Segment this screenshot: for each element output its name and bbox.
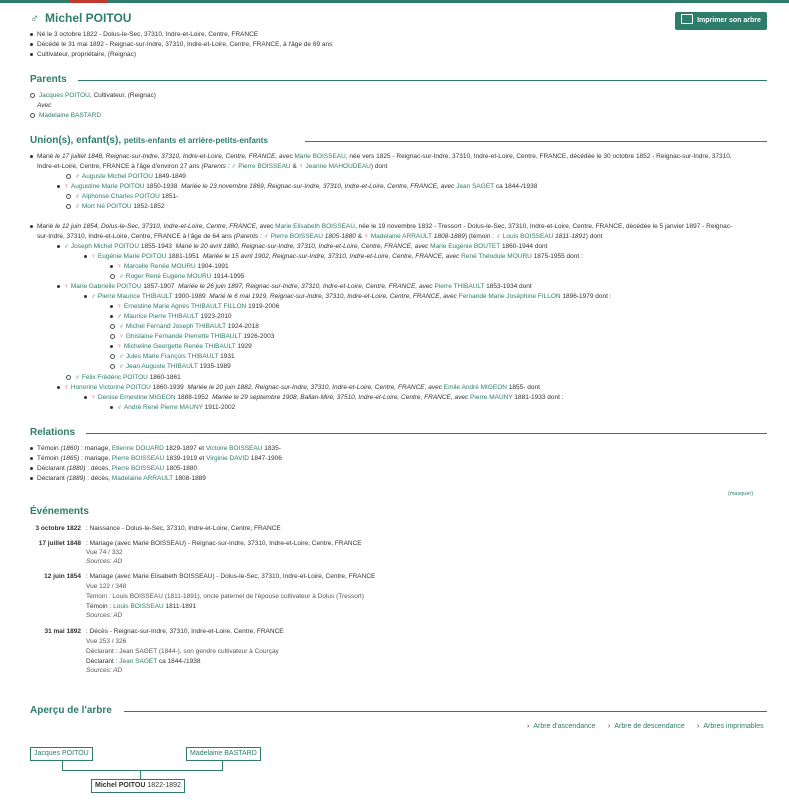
spouse1-father-link[interactable]: Pierre BOISSEAU	[238, 163, 291, 170]
event-vue: Vue 122 / 348	[86, 583, 127, 590]
event-text: : Décès - Reignac-sur-Indre, 37310, Indre-et-Loire, Centre, FRANCE	[86, 628, 284, 635]
desc-link[interactable]: Roger René Eugène MOURU	[125, 273, 212, 280]
desc-link[interactable]: Jules Marie François THIBAULT	[125, 353, 219, 360]
desc-spouse-link[interactable]: Pierre THIBAULT	[434, 283, 485, 290]
relation-link[interactable]: Virginie DAVID	[206, 455, 249, 462]
unions-heading: Union(s), enfant(s), petits-enfants et arrière-petits-enfants	[30, 135, 268, 146]
chevron-right-icon: ›	[697, 723, 700, 730]
spouse2-father-link[interactable]: Pierre BOISSEAU	[270, 233, 323, 240]
tree-father[interactable]: Jacques POITOU	[30, 747, 93, 761]
child-link[interactable]: Mort Né POITOU	[81, 203, 132, 210]
spouse2-link[interactable]: Marie Elisabeth BOISSEAU	[275, 223, 355, 230]
child-link[interactable]: Auguste Michel POITOU	[81, 173, 153, 180]
chevron-right-icon: ›	[527, 723, 530, 730]
desc-link[interactable]: Honorine Victorine POITOU	[70, 384, 151, 391]
print-label: Imprimer son arbre	[697, 17, 761, 24]
union2-line1: Marié le 12 juin 1854, Dolus-le-Sec, 37310, Indre-et-Loire, Centre, FRANCE, avec Marie Elisabeth BOISSEAU, née le 19 novembre 1832 - Tressort - Dolus-le-Sec, 37310, Indre-et-Loire, Centre, FRANCE, décédée le 5 janvier 1897 - Reignac-	[30, 222, 732, 232]
person-name: Michel POITOU	[45, 11, 132, 25]
desc-spouse-link[interactable]: Pierre MAUNY	[470, 394, 513, 401]
event-witness: Témoin : Louis BOISSEAU 1811-1891	[86, 603, 197, 610]
witness-link[interactable]: Louis BOISSEAU	[113, 603, 164, 610]
printer-icon	[681, 14, 693, 24]
hide-link[interactable]: (masquer)	[728, 491, 754, 497]
desc-link[interactable]: André René Pierre MAUNY	[123, 404, 203, 411]
print-tree-button[interactable]	[675, 12, 767, 30]
events-heading: Événements	[30, 506, 89, 517]
desc-link[interactable]: Marcelle Renée MOURU	[123, 263, 196, 270]
parents-heading: Parents	[30, 74, 67, 85]
child-row: ♂ Auguste Michel POITOU 1849-1849	[66, 172, 186, 182]
desc-row: ♂ Jean Auguste THIBAULT 1935-1989	[110, 362, 231, 372]
desc-link[interactable]: Michel Fernand Joseph THIBAULT	[125, 323, 226, 330]
witness-link[interactable]: Louis BOISSEAU	[502, 233, 554, 240]
desc-row: ♂ André René Pierre MAUNY 1911-2002	[110, 403, 235, 413]
event-date: 3 octobre 1822	[35, 525, 81, 532]
parent-father: Jacques POITOU, Cultivateur, (Reignac)	[30, 91, 156, 101]
male-icon: ♂	[30, 11, 39, 25]
event-date: 12 juin 1854	[44, 573, 81, 580]
desc-link[interactable]: Micheline Georgette Renée THIBAULT	[123, 343, 236, 350]
relation-row: Témoin (1860) : mariage, Etienne DOUARD 1829-1897 et Victoire BOISSEAU 1835-	[30, 444, 281, 454]
union1-line2: Indre-et-Loire, Centre, FRANCE à l'âge d'environ 27 ans (Parents : ♂ Pierre BOISSEAU & ♀ Jeanne MAHOUDEAU) dont	[37, 163, 388, 170]
event-source: Sources: AD	[86, 612, 123, 619]
desc-link[interactable]: Denise Ernestine MIGEON	[97, 394, 176, 401]
desc-row: ♀ Denise Ernestine MIGEON 1888-1952 Mariée le 29 septembre 1908, Ballan-Miré, 37510, Indre-et-Loire, Centre, FRANCE, avec Pierre MAUNY 1881-1933 dont :	[84, 393, 564, 403]
desc-spouse-link[interactable]: Emile André MIGEON	[443, 384, 507, 391]
event-vue: Vue 74 / 332	[86, 549, 123, 556]
tree-self: Michel POITOU 1822-1892	[91, 779, 185, 793]
divider	[86, 433, 767, 434]
event-note: Déclarant : Jean SAGET (1844-), son gendre cultivateur à Courçay	[86, 648, 279, 655]
event-text: : Mariage (avec Marie Elisabeth BOISSEAU) - Dolus-le-Sec, 37310, Indre-et-Loire, Centre, FRANCE	[86, 573, 376, 580]
divider	[305, 141, 767, 142]
desc-spouse-link[interactable]: Fernande Marie Joséphine FILLON	[458, 293, 561, 300]
desc-row: ♂ Joseph Michel POITOU 1855-1943 Marié le 20 avril 1880, Reignac-sur-Indre, 37310, Indre-et-Loire, Centre, FRANCE, avec Marie Eugénie BOUTET 1860-1944 dont	[57, 242, 547, 252]
desc-link[interactable]: Eugénie Marie POITOU	[97, 253, 167, 260]
event-text: : Naissance - Dolus-le-Sec, 37310, Indre-et-Loire, Centre, FRANCE	[86, 525, 281, 532]
desc-link[interactable]: Ernestine Marie Agnès THIBAULT FILLON	[123, 303, 247, 310]
tree-heading: Aperçu de l'arbre	[30, 705, 112, 716]
relation-row: Déclarant (1880) : décès, Pierre BOISSEAU 1805-1880	[30, 464, 197, 474]
desc-row: ♀ Eugénie Marie POITOU 1881-1951 Mariée le 15 avril 1902, Reignac-sur-Indre, 37310, Indre-et-Loire, Centre, FRANCE, avec René Théodule MOURU 1875-1955 dont :	[84, 252, 583, 262]
spouse1-link[interactable]: Marie BOISSEAU	[294, 153, 346, 160]
event-note: Temoin : Louis BOISSEAU (1811-1891), oncle paternel de l'épouse cultivateur à Dolus (Tressort)	[86, 593, 364, 600]
child-row: ♂ Mort Né POITOU 1852-1852	[66, 202, 165, 212]
event-vue: Vue 253 / 326	[86, 638, 127, 645]
top-bar-active	[70, 0, 108, 3]
desc-link[interactable]: Jean Auguste THIBAULT	[125, 363, 198, 370]
fact-birth: Né le 3 octobre 1822 - Dolus-le-Sec, 37310, Indre-et-Loire, Centre, FRANCE	[30, 30, 258, 40]
desc-row: ♀ Marcelle Renée MOURU 1904-1991	[110, 262, 229, 272]
fact-death: Décédé le 31 mai 1892 - Reignac-sur-Indre, 37310, Indre-et-Loire, Centre, FRANCE, à l'âge de 69 ans	[30, 40, 332, 50]
relation-link[interactable]: Pierre BOISSEAU	[111, 465, 165, 472]
desc-row: ♂ Félix Frédéric POITOU 1860-1861	[66, 373, 181, 383]
union2-line2: sur-Indre, 37310, Indre-et-Loire, Centre, FRANCE à l'âge de 64 ans (Parents : ♂ Pierre BOISSEAU 1805-1880 & ♀ Madelaine ARRAULT 1808-1889) (témoin : ♂ Louis BOISSEAU 1811-1891) dont	[37, 233, 603, 240]
desc-row: ♂ Maurice Pierre THIBAULT 1923-2010	[110, 312, 232, 322]
tree-mother[interactable]: Madelaine BASTARD	[186, 747, 261, 761]
relation-link[interactable]: Etienne DOUARD	[111, 445, 164, 452]
desc-spouse-link[interactable]: René Théodule MOURU	[461, 253, 532, 260]
desc-row: ♂ Pierre Maurice THIBAULT 1900-1989 Marié le 6 mai 1919, Reignac-sur-Indre, 37310, Indre-et-Loire, Centre, FRANCE, avec Fernande Marie Joséphine FILLON 1896-1979 dont :	[84, 292, 612, 302]
declarant-link[interactable]: Jean SAGET	[119, 658, 158, 665]
spouse-link[interactable]: Jean SAGET	[456, 183, 495, 190]
tree-connector	[62, 761, 63, 770]
divider	[124, 711, 767, 712]
desc-link[interactable]: Maurice Pierre THIBAULT	[123, 313, 199, 320]
desc-row: ♂ Michel Fernand Joseph THIBAULT 1924-2018	[110, 322, 259, 332]
desc-spouse-link[interactable]: Marie Eugénie BOUTET	[430, 243, 501, 250]
tree-connector	[222, 761, 223, 770]
desc-link[interactable]: Pierre Maurice THIBAULT	[97, 293, 173, 300]
tree-connector	[140, 770, 141, 779]
nav-ascendance[interactable]: › Arbre d'ascendance	[527, 723, 596, 730]
event-date: 17 juillet 1848	[38, 540, 81, 547]
child-row: ♀ Augustine Marie POITOU 1850-1938 Mariée le 23 novembre 1869, Reignac-sur-Indre, 37310, Indre-et-Loire, Centre, FRANCE, avec Jean SAGET ca 1844-/1938	[57, 182, 537, 192]
desc-row: ♂ Roger René Eugène MOURU 1914-1995	[110, 272, 244, 282]
parents-with: Avec	[37, 102, 52, 109]
chevron-right-icon: ›	[608, 723, 611, 730]
event-source: Sources: AD	[86, 667, 123, 674]
nav-printable[interactable]: › Arbres imprimables	[697, 723, 764, 730]
desc-link[interactable]: Ghislaine Fernande Pierrette THIBAULT	[125, 333, 242, 340]
desc-row: ♀ Ghislaine Fernande Pierrette THIBAULT 1926-2003	[110, 332, 274, 342]
union1-line1: Marié le 17 juillet 1848, Reignac-sur-Indre, 37310, Indre-et-Loire, Centre, FRANCE, avec Marie BOISSEAU, née vers 1825 - Reignac-sur-Indre, 37310, Indre-et-Loire, Centre, FRANCE, décédée le 30 octobre 1852 - Reignac-sur-Indre, 37310,	[30, 152, 732, 162]
mother-link[interactable]: Madelaine BASTARD	[39, 112, 102, 119]
desc-row: ♀ Ernestine Marie Agnès THIBAULT FILLON 1919-2006	[110, 302, 279, 312]
relation-row: Témoin (1865) : mariage, Pierre BOISSEAU 1839-1919 et Virginie DAVID 1847-1906	[30, 454, 282, 464]
relation-link[interactable]: Madelaine ARRAULT	[111, 475, 174, 482]
desc-row: ♀ Honorine Victorine POITOU 1860-1939 Mariée le 20 juin 1882, Reignac-sur-Indre, 37310, Indre-et-Loire, Centre, FRANCE, avec Emile André MIGEON 1855- dont	[57, 383, 540, 393]
nav-descendance[interactable]: › Arbre de descendance	[608, 723, 685, 730]
event-date: 31 mai 1892	[44, 628, 81, 635]
event-text: : Mariage (avec Marie BOISSEAU) - Reignac-sur-Indre, 37310, Indre-et-Loire, Centre, FRANCE	[86, 540, 362, 547]
desc-link[interactable]: Félix Frédéric POITOU	[81, 374, 148, 381]
event-declarant: Déclarant : Jean SAGET ca 1844-/1938	[86, 658, 201, 665]
spouse1-mother-link[interactable]: Jeanne MAHOUDEAU	[305, 163, 371, 170]
event-source: Sources: AD	[86, 558, 123, 565]
relation-link[interactable]: Pierre BOISSEAU	[111, 455, 165, 462]
desc-row: ♀ Marie Gabrielle POITOU 1857-1907 Mariée le 26 juin 1897, Reignac-sur-Indre, 37310, Indre-et-Loire, Centre, FRANCE, avec Pierre THIBAULT 1853-1934 dont	[57, 282, 532, 292]
top-bar	[0, 0, 789, 3]
desc-row: ♂ Jules Marie François THIBAULT 1931	[110, 352, 235, 362]
child-row: ♂ Alphonse Charles POITOU 1851-	[66, 192, 178, 202]
spouse2-mother-link[interactable]: Madelaine ARRAULT	[370, 233, 432, 240]
desc-link[interactable]: Marie Gabrielle POITOU	[70, 283, 142, 290]
child-link[interactable]: Alphonse Charles POITOU	[81, 193, 160, 200]
child-link[interactable]: Augustine Marie POITOU	[70, 183, 145, 190]
tree-connector	[62, 770, 223, 771]
relations-heading: Relations	[30, 427, 76, 438]
divider	[78, 80, 767, 81]
desc-row: ♀ Micheline Georgette Renée THIBAULT 1929	[110, 342, 252, 352]
relation-row: Déclarant (1889) : décès, Madelaine ARRAULT 1808-1889	[30, 474, 206, 484]
desc-link[interactable]: Joseph Michel POITOU	[70, 243, 140, 250]
relation-link[interactable]: Victoire BOISSEAU	[205, 445, 263, 452]
fact-occupation: Cultivateur, propriétaire, (Reignac)	[30, 50, 136, 60]
parent-mother	[30, 111, 101, 121]
page-title	[30, 11, 131, 25]
father-link[interactable]: Jacques POITOU	[39, 92, 90, 99]
